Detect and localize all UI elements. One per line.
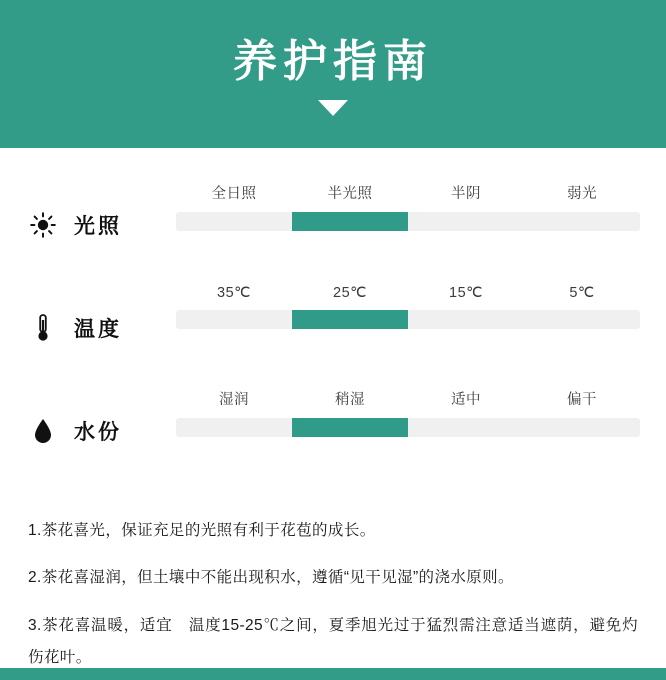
scale-segment bbox=[176, 418, 292, 437]
scale-segment bbox=[524, 418, 640, 437]
chevron-down-icon bbox=[318, 100, 348, 116]
scale-segment bbox=[176, 310, 292, 329]
tick-label: 全日照 bbox=[211, 186, 257, 202]
scale-segment bbox=[408, 212, 524, 231]
tick-label: 35℃ bbox=[217, 285, 251, 301]
page-header bbox=[0, 0, 666, 148]
care-row-name: 水份 bbox=[74, 421, 122, 444]
scale-segment bbox=[524, 310, 640, 329]
care-note: 1.茶花喜光，保证充足的光照有利于花苞的成长。 bbox=[28, 521, 376, 539]
tick-label: 稍湿 bbox=[335, 392, 365, 408]
care-row-label bbox=[26, 382, 176, 446]
care-row-name: 光照 bbox=[74, 215, 122, 238]
care-scale-bar bbox=[176, 418, 640, 437]
scale-segment-active bbox=[292, 212, 408, 231]
page-title: 养护指南 bbox=[233, 37, 433, 86]
scale-segment bbox=[524, 212, 640, 231]
care-scale-bar bbox=[176, 310, 640, 329]
tick-label: 湿润 bbox=[219, 392, 249, 408]
scale-segment-active bbox=[292, 418, 408, 437]
tick-label: 5℃ bbox=[569, 285, 595, 301]
scale-segment-active bbox=[292, 310, 408, 329]
care-row-temperature bbox=[26, 279, 640, 382]
care-notes bbox=[0, 485, 666, 674]
care-row-label bbox=[26, 176, 176, 240]
thermometer-icon bbox=[26, 313, 60, 343]
care-row-water bbox=[26, 382, 640, 485]
tick-label: 15℃ bbox=[449, 285, 483, 301]
scale-segment bbox=[408, 418, 524, 437]
care-row-name: 温度 bbox=[74, 318, 122, 341]
care-row-light bbox=[26, 176, 640, 279]
tick-label: 半光照 bbox=[327, 186, 373, 202]
scale-segment bbox=[408, 310, 524, 329]
tick-label: 偏干 bbox=[567, 392, 597, 408]
scale-segment bbox=[176, 212, 292, 231]
care-scale-ticks bbox=[176, 285, 640, 301]
water-drop-icon bbox=[26, 417, 60, 445]
sun-icon bbox=[26, 212, 60, 238]
care-note: 2.茶花喜湿润，但土壤中不能出现积水，遵循“见干见湿”的浇水原则。 bbox=[28, 569, 514, 586]
tick-label: 弱光 bbox=[567, 186, 597, 202]
care-scale-ticks bbox=[176, 388, 640, 409]
footer-strip bbox=[0, 668, 666, 680]
care-note: 3.茶花喜温暖，适宜 温度15-25℃之间，夏季旭光过于猛烈需注意适当遮荫，避免灼伤花叶。 bbox=[28, 616, 638, 666]
care-scale bbox=[176, 176, 640, 231]
tick-label: 半阴 bbox=[451, 186, 481, 202]
care-scale-ticks bbox=[176, 182, 640, 203]
tick-label: 25℃ bbox=[333, 285, 367, 301]
care-scale bbox=[176, 382, 640, 437]
care-scales bbox=[0, 148, 666, 485]
care-scale-bar bbox=[176, 212, 640, 231]
care-scale bbox=[176, 279, 640, 329]
care-row-label bbox=[26, 279, 176, 343]
tick-label: 适中 bbox=[451, 392, 481, 408]
